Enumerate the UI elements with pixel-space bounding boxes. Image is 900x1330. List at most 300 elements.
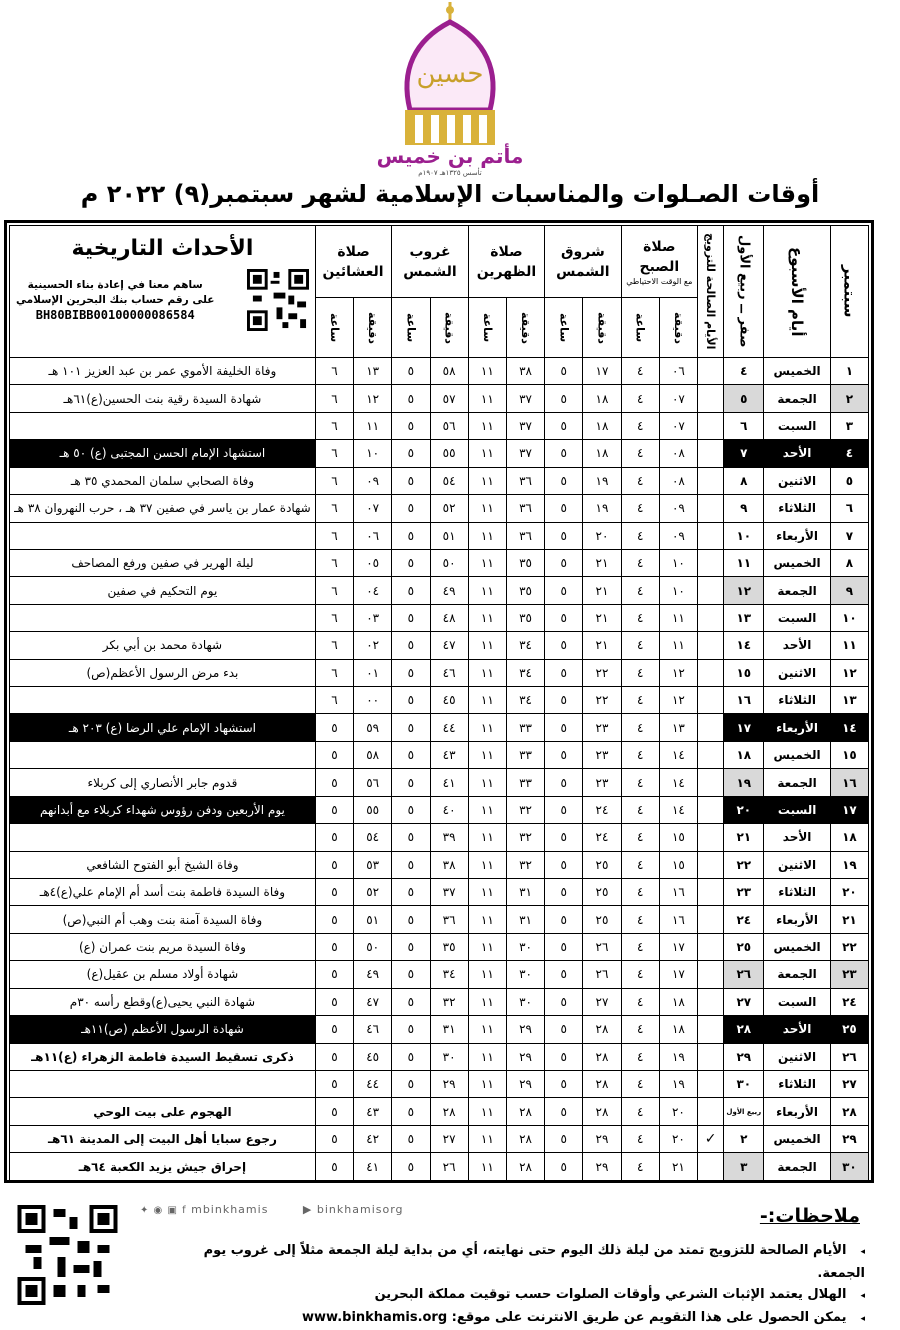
gregorian-day: ٧ (830, 522, 868, 549)
marriage-mark (698, 714, 724, 741)
sunrise-hour: ٥ (545, 906, 583, 933)
hijri-day: ٢٢ (724, 851, 764, 878)
isha-hour: ٦ (315, 522, 353, 549)
isha-minute: ٥٣ (354, 851, 392, 878)
weekday: السبت (764, 988, 830, 1015)
isha-hour: ٥ (315, 906, 353, 933)
dhuhr-hour: ١١ (468, 358, 506, 385)
sunset-hour: ٥ (392, 659, 430, 686)
dhuhr-minute: ٣٦ (506, 522, 544, 549)
marriage-mark (698, 824, 724, 851)
hijri-day: ١٧ (724, 714, 764, 741)
logo-calligraphy: حسين (416, 59, 484, 89)
marriage-mark (698, 906, 724, 933)
sunset-minute: ٥٤ (430, 467, 468, 494)
fajr-minute: ٠٩ (659, 522, 697, 549)
isha-minute: ٥٦ (354, 769, 392, 796)
isha-hour: ٦ (315, 659, 353, 686)
sunset-minute: ٥١ (430, 522, 468, 549)
prayer-calendar-table (9, 225, 869, 1181)
fajr-minute: ١٤ (659, 796, 697, 823)
marriage-mark (698, 495, 724, 522)
sunrise-hour: ٥ (545, 577, 583, 604)
isha-hour: ٦ (315, 495, 353, 522)
sunrise-hour: ٥ (545, 1098, 583, 1125)
weekday: الثلاثاء (764, 879, 830, 906)
isha-minute: ١٣ (354, 358, 392, 385)
dhuhr-hour: ١١ (468, 851, 506, 878)
isha-hour: ٥ (315, 933, 353, 960)
table-row (10, 659, 869, 686)
gregorian-day: ٢٢ (830, 933, 868, 960)
sunset-minute: ٣٤ (430, 961, 468, 988)
hijri-day: ١٩ (724, 769, 764, 796)
dhuhr-minute: ٣٤ (506, 659, 544, 686)
table-row (10, 714, 869, 741)
sunset-hour: ٥ (392, 961, 430, 988)
isha-hour: ٦ (315, 604, 353, 631)
sunrise-hour: ٥ (545, 1043, 583, 1070)
isha-hour: ٥ (315, 824, 353, 851)
sunset-hour: ٥ (392, 412, 430, 439)
isha-minute: ٤٣ (354, 1098, 392, 1125)
fajr-hour: ٤ (621, 879, 659, 906)
weekday: الثلاثاء (764, 495, 830, 522)
isha-minute: ١٢ (354, 385, 392, 412)
isha-hour: ٦ (315, 467, 353, 494)
fajr-hour: ٤ (621, 412, 659, 439)
historical-event (10, 687, 316, 714)
marriage-mark (698, 549, 724, 576)
gregorian-day: ٨ (830, 549, 868, 576)
fajr-hour: ٤ (621, 1016, 659, 1043)
hijri-day: ٢٣ (724, 879, 764, 906)
marriage-mark (698, 1098, 724, 1125)
dhuhr-minute: ٢٩ (506, 1043, 544, 1070)
marriage-mark (698, 1070, 724, 1097)
hijri-day: ١٥ (724, 659, 764, 686)
table-row (10, 412, 869, 439)
dhuhr-hour: ١١ (468, 824, 506, 851)
gregorian-day: ١٨ (830, 824, 868, 851)
sunrise-minute: ١٨ (583, 385, 621, 412)
isha-hour: ٦ (315, 385, 353, 412)
isha-hour-header: ساعة (315, 298, 353, 358)
table-row (10, 358, 869, 385)
isha-hour: ٥ (315, 796, 353, 823)
fajr-hour: ٤ (621, 604, 659, 631)
marriage-mark (698, 440, 724, 467)
dhuhr-minute: ٢٨ (506, 1125, 544, 1152)
fajr-minute: ١٢ (659, 659, 697, 686)
isha-hour: ٥ (315, 1043, 353, 1070)
fajr-note: مع الوقت الاحتياطي (626, 277, 693, 286)
marriage-mark (698, 1043, 724, 1070)
sunrise-hour: ٥ (545, 659, 583, 686)
fajr-hour: ٤ (621, 385, 659, 412)
weekday: الخميس (764, 358, 830, 385)
isha-minute: ٥٨ (354, 741, 392, 768)
sunrise-minute: ١٨ (583, 412, 621, 439)
table-row (10, 1016, 869, 1043)
sunrise-minute: ٢٣ (583, 714, 621, 741)
sunset-hour: ٥ (392, 906, 430, 933)
sunset-hour: ٥ (392, 687, 430, 714)
sunset-hour: ٥ (392, 824, 430, 851)
dhuhr-minute: ٣٢ (506, 851, 544, 878)
historical-event: إحراق جيش يزيد الكعبة ٦٤هـ (10, 1153, 316, 1181)
fajr-minute: ١٧ (659, 933, 697, 960)
marriage-mark: ✓ (698, 1125, 724, 1152)
isha-hour: ٦ (315, 577, 353, 604)
fajr-hour: ٤ (621, 1098, 659, 1125)
sunrise-minute: ١٧ (583, 358, 621, 385)
header-september: سبتمبر (830, 226, 868, 358)
historical-event: قدوم جابر الأنصاري إلى كربلاء (10, 769, 316, 796)
dhuhr-hour: ١١ (468, 879, 506, 906)
sunrise-minute: ٢٥ (583, 879, 621, 906)
historical-event: شهادة محمد بن أبي بكر (10, 632, 316, 659)
sunrise-hour: ٥ (545, 824, 583, 851)
weekday: الاثنين (764, 467, 830, 494)
sunset-minute-header: دقيقة (430, 298, 468, 358)
historical-event: وفاة السيدة آمنة بنت وهب أم النبي(ص) (10, 906, 316, 933)
sunset-hour: ٥ (392, 933, 430, 960)
sunrise-hour: ٥ (545, 796, 583, 823)
historical-event: بدء مرض الرسول الأعظم(ص) (10, 659, 316, 686)
gregorian-day: ٣٠ (830, 1153, 868, 1181)
sunrise-hour: ٥ (545, 1016, 583, 1043)
marriage-mark (698, 933, 724, 960)
gregorian-day: ١٧ (830, 796, 868, 823)
dhuhr-hour: ١١ (468, 796, 506, 823)
marriage-mark (698, 769, 724, 796)
fajr-minute: ٠٦ (659, 358, 697, 385)
sunset-minute: ٤٣ (430, 741, 468, 768)
sunset-hour: ٥ (392, 522, 430, 549)
weekday: الأربعاء (764, 522, 830, 549)
hijri-day: ٣٠ (724, 1070, 764, 1097)
isha-minute: ٠٧ (354, 495, 392, 522)
hijri-day: ٢ (724, 1125, 764, 1152)
sunset-hour: ٥ (392, 495, 430, 522)
dhuhr-hour: ١١ (468, 687, 506, 714)
dhuhr-hour: ١١ (468, 1070, 506, 1097)
isha-minute: ٥٩ (354, 714, 392, 741)
weekday: الثلاثاء (764, 1070, 830, 1097)
sunrise-minute: ٢٦ (583, 933, 621, 960)
gregorian-day: ١٢ (830, 659, 868, 686)
sunrise-hour: ٥ (545, 604, 583, 631)
fajr-hour: ٤ (621, 1153, 659, 1181)
table-row (10, 769, 869, 796)
dhuhr-minute: ٣٣ (506, 714, 544, 741)
website-qr-code-icon[interactable] (15, 1205, 120, 1305)
sunrise-hour: ٥ (545, 522, 583, 549)
hijri-day: ١٨ (724, 741, 764, 768)
sunset-hour: ٥ (392, 1016, 430, 1043)
fajr-hour: ٤ (621, 1070, 659, 1097)
gregorian-day: ٢٦ (830, 1043, 868, 1070)
isha-hour: ٥ (315, 988, 353, 1015)
isha-hour: ٥ (315, 961, 353, 988)
sunset-hour: ٥ (392, 741, 430, 768)
sunrise-hour: ٥ (545, 961, 583, 988)
dhuhr-hour: ١١ (468, 906, 506, 933)
marriage-mark (698, 412, 724, 439)
note-item: ◂ الهلال يعتمد الإثبات الشرعي وأوقات الصلوات حسب توقيت مملكة البحرين (165, 1284, 865, 1307)
table-row (10, 549, 869, 576)
social-handle[interactable]: mbinkhamis (191, 1203, 269, 1216)
fajr-hour: ٤ (621, 796, 659, 823)
hijri-day: ٢٩ (724, 1043, 764, 1070)
isha-minute: ٥١ (354, 906, 392, 933)
weekday: الجمعة (764, 961, 830, 988)
sunset-hour: ٥ (392, 1125, 430, 1152)
fajr-minute: ١٣ (659, 714, 697, 741)
dhuhr-hour: ١١ (468, 659, 506, 686)
historical-event: يوم الأربعين ودفن رؤوس شهداء كربلاء مع أبدانهم (10, 796, 316, 823)
fajr-minute: ١١ (659, 604, 697, 631)
fajr-hour: ٤ (621, 988, 659, 1015)
sunset-minute: ٣١ (430, 1016, 468, 1043)
fajr-minute: ١٨ (659, 988, 697, 1015)
fajr-minute: ٢٠ (659, 1125, 697, 1152)
sunrise-hour: ٥ (545, 358, 583, 385)
isha-minute: ٠١ (354, 659, 392, 686)
table-row (10, 1070, 869, 1097)
sunrise-hour: ٥ (545, 714, 583, 741)
dhuhr-hour: ١١ (468, 1098, 506, 1125)
gregorian-day: ١١ (830, 632, 868, 659)
sunset-hour-header: ساعة (392, 298, 430, 358)
sunrise-minute: ٢٤ (583, 796, 621, 823)
sunset-minute: ٤٩ (430, 577, 468, 604)
marriage-mark (698, 851, 724, 878)
table-row (10, 796, 869, 823)
sunrise-hour: ٥ (545, 467, 583, 494)
historical-event (10, 604, 316, 631)
fajr-minute: ٠٧ (659, 385, 697, 412)
historical-event: ليلة الهرير في صفين ورفع المصاحف (10, 549, 316, 576)
table-row (10, 467, 869, 494)
gregorian-day: ٢٩ (830, 1125, 868, 1152)
sunset-hour: ٥ (392, 714, 430, 741)
fajr-hour: ٤ (621, 659, 659, 686)
isha-minute: ١١ (354, 412, 392, 439)
fajr-hour: ٤ (621, 851, 659, 878)
sunrise-minute: ٢٩ (583, 1125, 621, 1152)
dhuhr-hour: ١١ (468, 385, 506, 412)
isha-minute: ٤١ (354, 1153, 392, 1181)
sunrise-minute: ٢٦ (583, 961, 621, 988)
sunset-minute: ٥٨ (430, 358, 468, 385)
sunset-hour: ٥ (392, 988, 430, 1015)
dhuhr-minute: ٣١ (506, 879, 544, 906)
hijri-day: ٢٦ (724, 961, 764, 988)
fajr-hour: ٤ (621, 577, 659, 604)
table-row (10, 741, 869, 768)
weekday: الجمعة (764, 577, 830, 604)
sunset-minute: ٣٥ (430, 933, 468, 960)
historical-event: شهادة أولاد مسلم بن عقيل(ع) (10, 961, 316, 988)
note-item: ◂ الأيام الصالحة للتزويج تمتد من ليلة ذلك اليوم حتى نهايته، أي من بداية ليلة الجمعة مثلاً إلى غروب يوم الجمعة. (165, 1240, 865, 1284)
hijri-day: ١٣ (724, 604, 764, 631)
sunrise-minute: ٢٥ (583, 906, 621, 933)
fajr-minute: ١١ (659, 632, 697, 659)
sunrise-minute: ٢٢ (583, 687, 621, 714)
dhuhr-minute: ٣٤ (506, 687, 544, 714)
table-row (10, 1043, 869, 1070)
isha-minute: ٤٧ (354, 988, 392, 1015)
sunrise-minute: ٢٢ (583, 659, 621, 686)
sunset-minute: ٣٢ (430, 988, 468, 1015)
historical-event: شهادة السيدة رقية بنت الحسين(ع)٦١هـ (10, 385, 316, 412)
sunset-hour: ٥ (392, 1070, 430, 1097)
isha-hour: ٥ (315, 851, 353, 878)
gregorian-day: ٤ (830, 440, 868, 467)
gregorian-day: ٢ (830, 385, 868, 412)
gregorian-day: ٢٨ (830, 1098, 868, 1125)
fajr-minute: ١٤ (659, 741, 697, 768)
dhuhr-hour: ١١ (468, 412, 506, 439)
sunset-hour: ٥ (392, 440, 430, 467)
isha-hour: ٥ (315, 1016, 353, 1043)
dhuhr-hour: ١١ (468, 714, 506, 741)
marriage-mark (698, 577, 724, 604)
isha-hour: ٥ (315, 714, 353, 741)
isha-minute: ٠٢ (354, 632, 392, 659)
sunrise-minute: ٢١ (583, 549, 621, 576)
dhuhr-hour: ١١ (468, 440, 506, 467)
isha-minute-header: دقيقة (354, 298, 392, 358)
fajr-minute: ١٠ (659, 549, 697, 576)
dhuhr-hour: ١١ (468, 988, 506, 1015)
bank-iban: BH80BIBB00100000086584 (35, 307, 195, 322)
gregorian-day: ٢٧ (830, 1070, 868, 1097)
dhuhr-hour: ١١ (468, 467, 506, 494)
weekday: الاثنين (764, 1043, 830, 1070)
fajr-hour: ٤ (621, 769, 659, 796)
fajr-minute: ٠٨ (659, 467, 697, 494)
hijri-day: ١٦ (724, 687, 764, 714)
weekday: الأحد (764, 824, 830, 851)
isha-minute: ٥٥ (354, 796, 392, 823)
fajr-minute: ١٠ (659, 577, 697, 604)
qr-code-icon[interactable] (247, 269, 309, 331)
sunrise-hour: ٥ (545, 632, 583, 659)
historical-event: وفاة الشيخ أبو الفتوح الشافعي (10, 851, 316, 878)
isha-hour: ٥ (315, 1070, 353, 1097)
dhuhr-hour: ١١ (468, 961, 506, 988)
table-row (10, 879, 869, 906)
notes-list (165, 1240, 865, 1330)
isha-minute: ٥٠ (354, 933, 392, 960)
sunset-minute: ٢٩ (430, 1070, 468, 1097)
fajr-hour: ٤ (621, 1043, 659, 1070)
historical-event: رجوع سبايا أهل البيت إلى المدينة ٦١هـ (10, 1125, 316, 1152)
gregorian-day: ٢٤ (830, 988, 868, 1015)
weekday: الخميس (764, 549, 830, 576)
header-weekdays: أيام الأسبوع (764, 226, 830, 358)
weekday: الاثنين (764, 659, 830, 686)
table-row (10, 824, 869, 851)
sunrise-minute: ٢١ (583, 604, 621, 631)
gregorian-day: ٦ (830, 495, 868, 522)
gregorian-day: ٢٥ (830, 1016, 868, 1043)
dhuhr-minute: ٣٦ (506, 495, 544, 522)
sunset-minute: ٤٥ (430, 687, 468, 714)
fajr-hour: ٤ (621, 906, 659, 933)
gregorian-day: ١٤ (830, 714, 868, 741)
dhuhr-minute: ٣٧ (506, 385, 544, 412)
sunrise-hour: ٥ (545, 549, 583, 576)
dhuhr-minute: ٣٠ (506, 961, 544, 988)
marriage-mark (698, 1016, 724, 1043)
sunset-hour: ٥ (392, 879, 430, 906)
isha-hour: ٦ (315, 358, 353, 385)
dhuhr-minute: ٢٨ (506, 1153, 544, 1181)
dhuhr-hour: ١١ (468, 769, 506, 796)
historical-event (10, 824, 316, 851)
dhuhr-minute: ٢٨ (506, 1098, 544, 1125)
table-row (10, 632, 869, 659)
fajr-minute: ١٥ (659, 824, 697, 851)
historical-event: وفاة السيدة فاطمة بنت أسد أم الإمام علي(ع)٤هـ (10, 879, 316, 906)
youtube-icon: ▶ (302, 1203, 313, 1216)
table-row (10, 988, 869, 1015)
dhuhr-minute: ٣٦ (506, 467, 544, 494)
table-row (10, 440, 869, 467)
sunset-minute: ٤٦ (430, 659, 468, 686)
weekday: السبت (764, 604, 830, 631)
fajr-hour: ٤ (621, 1125, 659, 1152)
historical-event: وفاة الصحابي سلمان المحمدي ٣٥ هـ (10, 467, 316, 494)
fajr-hour: ٤ (621, 358, 659, 385)
historical-event (10, 522, 316, 549)
fajr-minute: ١٦ (659, 879, 697, 906)
fajr-minute: ١٨ (659, 1016, 697, 1043)
historical-event: شهادة النبي يحيى(ع)وقطع رأسه ٣٠م (10, 988, 316, 1015)
gregorian-day: ١٦ (830, 769, 868, 796)
hijri-day: ٤ (724, 358, 764, 385)
isha-minute: ٥٢ (354, 879, 392, 906)
dhuhr-minute-header: دقيقة (506, 298, 544, 358)
sunrise-hour: ٥ (545, 385, 583, 412)
fajr-minute: ١٩ (659, 1070, 697, 1097)
isha-minute: ٠٩ (354, 467, 392, 494)
sunrise-hour: ٥ (545, 988, 583, 1015)
table-row (10, 385, 869, 412)
sunset-hour: ٥ (392, 604, 430, 631)
youtube-handle[interactable]: binkhamisorg (316, 1203, 404, 1216)
dhuhr-minute: ٣٧ (506, 440, 544, 467)
sunrise-minute: ٢٨ (583, 1098, 621, 1125)
dhuhr-minute: ٣٠ (506, 933, 544, 960)
hijri-day: ٢٧ (724, 988, 764, 1015)
isha-hour: ٥ (315, 879, 353, 906)
isha-minute: ٤٥ (354, 1043, 392, 1070)
isha-hour: ٦ (315, 632, 353, 659)
hijri-day: ٣ (724, 1153, 764, 1181)
fajr-hour: ٤ (621, 632, 659, 659)
table-row (10, 495, 869, 522)
marriage-mark (698, 358, 724, 385)
header-marriage: الأيام الصالحة للتزويج (698, 226, 724, 358)
marriage-mark (698, 796, 724, 823)
sunset-minute: ٣٨ (430, 851, 468, 878)
isha-hour: ٦ (315, 440, 353, 467)
